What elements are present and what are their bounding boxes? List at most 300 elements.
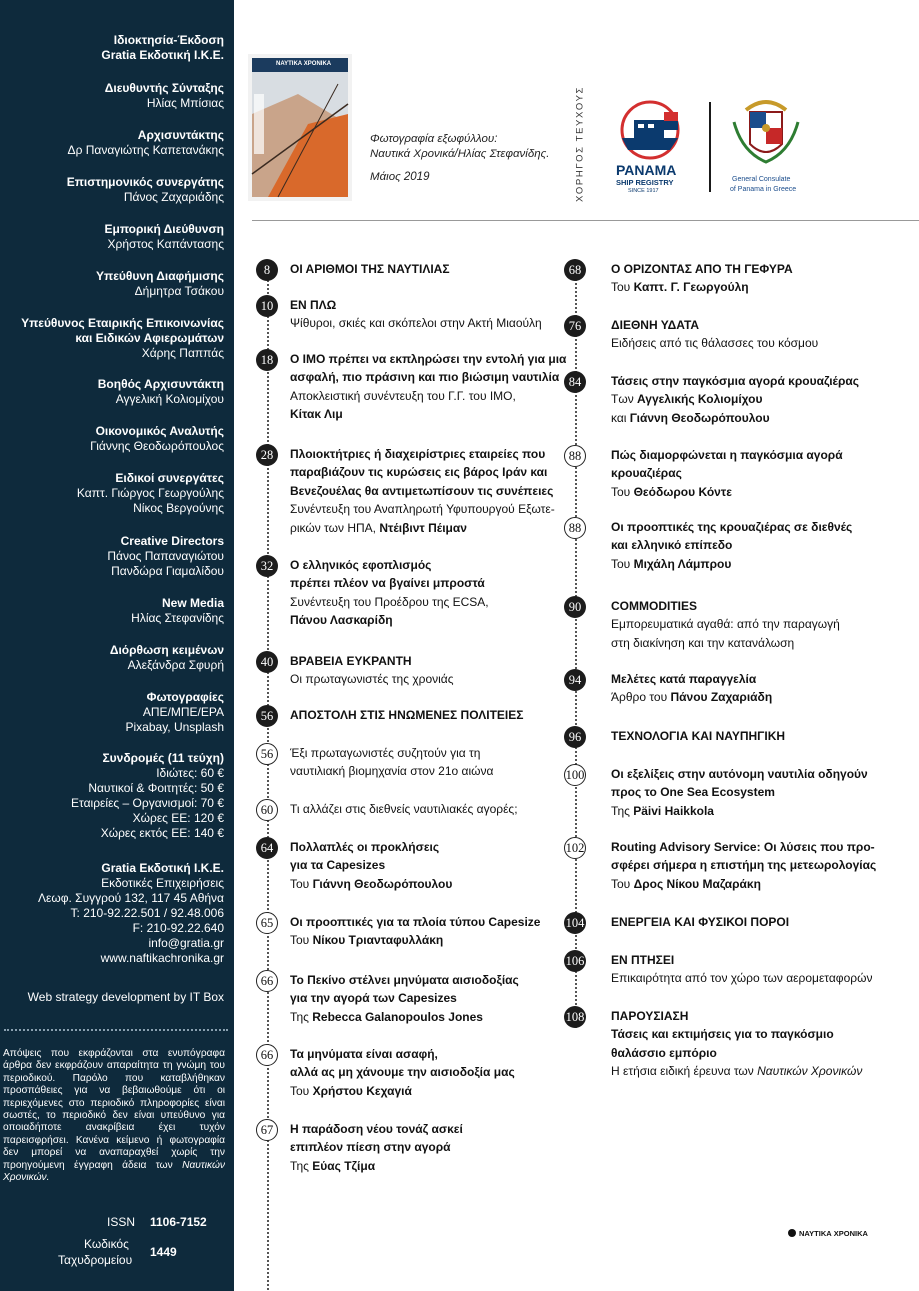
toc-line-text: Των — [611, 392, 638, 407]
toc-entry-heading — [290, 971, 519, 989]
toc-entry[interactable] — [290, 706, 523, 724]
toc-entry-subline — [290, 1157, 463, 1175]
panama-sub: SHIP REGISTRY — [616, 178, 674, 187]
credit-title: Συνδρομές (11 τεύχη) — [102, 751, 224, 765]
page-number-badge: 100 — [564, 764, 586, 786]
toc-entry-heading — [611, 464, 843, 482]
page-number-badge: 90 — [564, 596, 586, 618]
toc-author: Θεόδωρου Κόντε — [633, 484, 732, 499]
page-number-badge: 40 — [256, 651, 278, 673]
credit-line: Ηλίας Στεφανίδης — [131, 611, 224, 625]
toc-line-text: για την αγορά των Capesizes — [290, 991, 457, 1006]
toc-line-text: Του — [611, 876, 634, 891]
page-number-badge: 68 — [564, 259, 586, 281]
toc-entry-subline — [290, 931, 540, 949]
toc-line-text: προς το One Sea Ecosystem — [611, 785, 775, 800]
toc-entry-heading — [611, 597, 840, 615]
toc-line-text: κρουαζιέρας — [611, 466, 682, 481]
credit-line: Πάνος Ζαχαριάδης — [123, 190, 224, 204]
sidebar-divider — [4, 1029, 228, 1031]
toc-entry-heading — [290, 989, 519, 1007]
page-number-badge: 88 — [564, 517, 586, 539]
toc-entry[interactable] — [611, 838, 876, 893]
credit-block — [90, 424, 224, 454]
toc-entry-heading — [290, 350, 566, 368]
toc-entry-heading — [290, 368, 566, 386]
masthead-sidebar — [0, 0, 234, 1291]
toc-line-text: στη διακίνηση και την κατανάλωση — [611, 635, 795, 650]
toc-entry-heading — [290, 463, 555, 481]
page-number-badge: 66 — [256, 970, 278, 992]
toc-line-text: Του — [290, 876, 313, 891]
credit-title: Ιδιοκτησία-Έκδοση — [113, 33, 224, 47]
toc-line-text: Άρθρο του — [611, 690, 671, 705]
credit-title: Οικονομικός Αναλυτής — [95, 424, 224, 438]
credit-line: Χώρες εκτός ΕΕ: 140 € — [100, 826, 224, 840]
toc-entry-heading — [290, 838, 452, 856]
toc-entry-heading — [611, 260, 793, 278]
toc-entry-subline — [290, 314, 542, 332]
credit-line: Αγγελική Κολιομίχου — [115, 392, 224, 406]
toc-entry-subline — [611, 334, 818, 352]
toc-author: Päivi Haikkola — [633, 803, 714, 818]
toc-entry-heading — [290, 652, 454, 670]
page-number-badge: 106 — [564, 950, 586, 972]
cover-image — [248, 54, 352, 201]
page-number-badge: 8 — [256, 259, 278, 281]
toc-line-text: ναυτιλιακή βιομηχανία στον 21ο αιώνα — [290, 764, 494, 779]
toc-entry-heading — [611, 316, 818, 334]
toc-entry-heading — [611, 838, 876, 856]
credit-line: www.naftikachronika.gr — [100, 951, 224, 965]
credit-title: New Media — [161, 596, 224, 610]
footer-brand-icon — [788, 1229, 796, 1237]
toc-entry-heading — [611, 446, 843, 464]
toc-entry-heading — [611, 856, 876, 874]
credit-block — [77, 471, 224, 516]
credit-block — [104, 222, 224, 252]
toc-author: Γιάννη Θεοδωρόπουλου — [312, 876, 453, 891]
sponsor-label — [566, 86, 594, 202]
toc-author: Δρος Νίκου Μαζαράκη — [633, 876, 761, 891]
toc-author: Εύας Τζίμα — [312, 1158, 376, 1173]
toc-entry-heading — [290, 556, 489, 574]
toc-line-text: Συνέντευξη του Προέδρου της ECSA, — [290, 594, 489, 609]
toc-entry-subline — [611, 278, 793, 296]
toc-entry[interactable] — [611, 913, 789, 931]
toc-line-text: ΒΡΑΒΕΙΑ ΕΥΚΡΑΝΤΗ — [290, 654, 412, 668]
credit-title: Gratia Εκδοτική Ι.Κ.Ε. — [101, 861, 224, 875]
page-number-badge: 18 — [256, 349, 278, 371]
toc-line-text: Τα μηνύματα είναι ασαφή, — [290, 1047, 438, 1061]
toc-line-text: Βενεζουέλας θα αντιμετωπίσουν τις συνέπειες — [290, 483, 554, 498]
toc-entry-heading — [611, 1025, 862, 1043]
toc-line-text: Οι εξελίξεις στην αυτόνομη ναυτιλία οδηγούν — [611, 767, 868, 781]
caption-line-1: Φωτογραφία εξωφύλλου: — [370, 133, 498, 145]
toc-entry-subline — [290, 387, 566, 405]
toc-entry-heading — [611, 372, 859, 390]
toc-entry[interactable] — [290, 296, 542, 333]
credit-title: Φωτογραφίες — [146, 690, 224, 704]
sponsor-label-text: ΧΟΡΗΓΟΣ ΤΕΥΧΟΥΣ — [574, 86, 586, 202]
toc-author: Ντέιβιντ Πέιμαν — [379, 520, 467, 535]
toc-entry[interactable] — [290, 445, 555, 537]
toc-entry-heading — [290, 445, 555, 463]
toc-entry[interactable] — [290, 652, 454, 689]
credit-line: Αλεξάνδρα Σφυρή — [127, 658, 224, 672]
page-number-badge: 56 — [256, 705, 278, 727]
toc-line-text: ΠΑΡΟΥΣΙΑΣΗ — [611, 1009, 689, 1023]
credit-title: Εμπορική Διεύθυνση — [104, 222, 224, 236]
credit-title: Βοηθός Αρχισυντάκτη — [97, 377, 224, 391]
credit-title: Creative Directors — [120, 534, 224, 548]
toc-entry[interactable] — [611, 316, 818, 353]
toc-line-text: ΔΙΕΘΝΗ ΥΔΑΤΑ — [611, 318, 700, 332]
toc-line-text: Του — [611, 484, 634, 499]
page-number-badge: 96 — [564, 726, 586, 748]
cover-caption — [370, 132, 549, 185]
toc-line-text: πρέπει πλέον να βγαίνει μπροστά — [290, 576, 485, 591]
issn-label: ISSN — [107, 1215, 136, 1229]
toc-entry[interactable] — [611, 951, 872, 988]
toc-entry-subline — [290, 762, 493, 780]
page-number-badge: 102 — [564, 837, 586, 859]
credit-block — [101, 33, 224, 63]
toc-line-text: για τα Capesizes — [290, 858, 386, 873]
toc-entry[interactable] — [290, 744, 493, 781]
toc-line-text: επιπλέον πίεση στην αγορά — [290, 1140, 451, 1155]
toc-line-text: Η ετήσια ειδική έρευνα των — [611, 1064, 758, 1079]
toc-line-text: Συνέντευξη του Αναπληρωτή Υφυπουργού Εξωτε- — [290, 502, 555, 517]
credit-line: Εταιρείες – Οργανισμοί: 70 € — [71, 796, 224, 810]
toc-entry[interactable] — [611, 518, 852, 573]
page-number-badge: 10 — [256, 295, 278, 317]
credit-block — [126, 690, 225, 735]
toc-entry[interactable] — [290, 971, 519, 1026]
toc-line-text: Τι αλλάζει στις διεθνείς ναυτιλιακές αγορές; — [290, 802, 518, 816]
toc-line-text: αλλά ας μη χάνουμε την αισιοδοξία μας — [290, 1065, 515, 1080]
toc-line-text: Πώς διαμορφώνεται η παγκόσμια αγορά — [611, 448, 843, 462]
page-number-badge: 66 — [256, 1044, 278, 1066]
issn-value: 1106-7152 — [150, 1215, 207, 1229]
toc-author: Πάνου Ζαχαριάδη — [670, 690, 773, 705]
toc-entry-heading — [290, 260, 450, 278]
credit-line: Νίκος Βεργούνης — [133, 501, 224, 515]
toc-entry-heading — [290, 706, 523, 724]
credit-block — [107, 534, 224, 579]
toc-line-text: θαλάσσιο εμπόριο — [611, 1045, 717, 1060]
toc-entry-heading — [290, 1063, 515, 1081]
credit-line: Χάρης Παππάς — [141, 346, 224, 360]
toc-entry-subline — [611, 615, 840, 633]
toc-entry[interactable] — [611, 727, 785, 745]
disclaimer — [3, 1048, 225, 1184]
disclaimer-text: Απόψεις που εκφράζονται στα ενυπόγραφα άρθρα δεν εκφράζουν απαραίτητα τη γνώμη του περιοδικού. Παρόλο που καταβλήθηκαν προσπάθειες για να βεβαιωθούμε ότι οι περιεχόμενες στο περιοδικό πληροφορίες είναι σωστές, το περιοδικό δεν είναι υπεύθυνο για οποιαδήποτε ανακρίβεια έχει τυχόν παρεισφρήσει. Κανένα κείμενο ή φωτογραφία δεν μπορεί να αναπαραχθεί χωρίς την προηγούμενη έγγραφη άδεια των — [3, 1048, 225, 1171]
toc-italic-tail: Ναυτικών Χρονικών — [757, 1064, 863, 1079]
toc-entry-subline — [290, 1082, 515, 1100]
footer-brand — [788, 1229, 868, 1238]
toc-line-text: και — [611, 410, 630, 425]
toc-entry[interactable] — [290, 556, 489, 630]
toc-author: Καπτ. Γ. Γεωργούλη — [633, 280, 749, 295]
toc-entry[interactable] — [611, 372, 859, 427]
credit-line: Χώρες ΕΕ: 120 € — [132, 811, 224, 825]
credit-block — [38, 861, 224, 966]
postal-label-2: Ταχυδρομείου — [58, 1253, 133, 1267]
page-number-badge: 88 — [564, 445, 586, 467]
toc-entry-subline — [290, 593, 489, 611]
toc-line-text: ΕΝΕΡΓΕΙΑ ΚΑΙ ΦΥΣΙΚΟΙ ΠΟΡΟΙ — [611, 915, 790, 929]
toc-author: Rebecca Galanopoulos Jones — [312, 1009, 483, 1024]
credit-line: ΑΠΕ/ΜΠΕ/EPA — [142, 705, 224, 719]
toc-entry[interactable] — [290, 913, 540, 950]
caption-line-2: Ναυτικά Χρονικά/Ηλίας Στεφανίδης. — [370, 148, 550, 160]
header-rule — [252, 220, 919, 221]
toc-line-text: Πλοιοκτήτριες ή διαχειρίστριες εταιρείες που — [290, 447, 546, 461]
credit-block — [67, 175, 224, 205]
credit-line: Ηλίας Μπίσιας — [146, 96, 224, 110]
toc-entry-subline — [611, 409, 859, 427]
page-number-badge: 65 — [256, 912, 278, 934]
toc-entry[interactable] — [611, 670, 772, 707]
toc-entry-heading — [611, 765, 868, 783]
credit-title: Διόρθωση κειμένων — [109, 643, 224, 657]
toc-entry-heading — [611, 518, 852, 536]
credit-line: Γιάννης Θεοδωρόπουλος — [90, 439, 224, 453]
panama-coat-of-arms-icon — [724, 92, 808, 172]
toc-line-text: σφέρει σήμερα η επιστήμη της μετεωρολογίας — [611, 858, 877, 873]
credit-title: Επιστημονικός συνεργάτης — [66, 175, 224, 189]
toc-line-text: ΤΕΧΝΟΛΟΓΙΑ ΚΑΙ ΝΑΥΠΗΓΙΚΗ — [611, 729, 786, 743]
credit-line: Ιδιώτες: 60 € — [156, 766, 224, 780]
toc-author: Μιχάλη Λάμπρου — [633, 556, 732, 571]
toc-line-text: Πολλαπλές οι προκλήσεις — [290, 840, 440, 854]
credit-line: Gratia Εκδοτική Ι.Κ.Ε. — [101, 48, 224, 62]
web-strategy-credit — [28, 988, 224, 1006]
toc-entry[interactable] — [611, 597, 840, 652]
toc-entry-subline — [611, 390, 859, 408]
panama-since: SINCE 1917 — [628, 188, 659, 194]
page-number-badge: 108 — [564, 1006, 586, 1028]
logo-divider — [709, 102, 711, 192]
page-number-badge: 104 — [564, 912, 586, 934]
toc-entry[interactable] — [611, 446, 843, 501]
toc-line-text: Ο ΙΜΟ πρέπει να εκπληρώσει την εντολή για μια — [290, 352, 567, 366]
toc-line-text: ασφαλή, πιο πράσινη και πιο βιώσιμη ναυτιλία — [290, 370, 560, 385]
toc-entry-subline — [611, 802, 868, 820]
credit-line: Λεωφ. Συγγρού 132, 117 45 Αθήνα — [37, 891, 224, 905]
credit-line: Καπτ. Γιώργος Γεωργούλης — [76, 486, 224, 500]
toc-entry-subline — [611, 555, 852, 573]
page-number-badge: 94 — [564, 669, 586, 691]
toc-entry-heading — [611, 1007, 862, 1025]
page-number-badge: 64 — [256, 837, 278, 859]
toc-entry[interactable] — [611, 1007, 862, 1081]
toc-line-text: Ο ΟΡΙΖΟΝΤΑΣ ΑΠΟ ΤΗ ΓΕΦΥΡΑ — [611, 262, 793, 276]
toc-entry-heading — [611, 670, 772, 688]
toc-entry-subline — [290, 670, 454, 688]
toc-line-text: ΑΠΟΣΤΟΛΗ ΣΤΙΣ ΗΝΩΜΕΝΕΣ ΠΟΛΙΤΕΙΕΣ — [290, 708, 524, 722]
toc-line-text: Αποκλειστική συνέντευξη του Γ.Γ. του ΙΜΟ, — [290, 388, 516, 403]
toc-entry-heading — [290, 1045, 515, 1063]
toc-line-text: Ο ελληνικός εφοπλισμός — [290, 558, 432, 572]
toc-entry[interactable] — [290, 800, 518, 818]
postal-label-1: Κωδικός — [84, 1237, 129, 1251]
toc-line-text: και ελληνικό επίπεδο — [611, 538, 733, 553]
toc-entry-heading — [290, 1138, 463, 1156]
web-strategy-text: Web strategy development by IT Box — [27, 990, 224, 1004]
toc-line-text: Έξι πρωταγωνιστές συζητούν για τη — [290, 746, 481, 760]
credit-title: Διευθυντής Σύνταξης — [104, 81, 224, 95]
toc-entry[interactable] — [290, 260, 450, 278]
toc-line-text: Του — [611, 280, 634, 295]
toc-line-text: Μελέτες κατά παραγγελία — [611, 672, 757, 686]
footer-brand-text: ΝΑΥΤΙΚΑ ΧΡΟΝΙΚΑ — [799, 1229, 868, 1238]
disclaimer-italic: Ναυτικών Χρονικών. — [3, 1159, 225, 1184]
credit-block — [96, 269, 224, 299]
toc-author: Αγγελικής Κολιομίχου — [637, 392, 763, 407]
toc-line-text: Ειδήσεις από τις θάλασσες του κόσμου — [611, 336, 819, 351]
toc-entry-heading — [611, 536, 852, 554]
toc-entry-heading — [611, 913, 789, 931]
toc-entry-subline — [290, 500, 555, 518]
credit-line: Εκδοτικές Επιχειρήσεις — [101, 876, 224, 890]
toc-line-text: Της — [611, 803, 634, 818]
toc-author: Γιάννη Θεοδωρόπουλου — [629, 410, 770, 425]
postal-code-value: 1449 — [150, 1245, 177, 1259]
toc-entry-heading — [290, 405, 566, 423]
toc-line-text: Τάσεις και εκτιμήσεις για το παγκόσμιο — [611, 1027, 834, 1042]
toc-line-text: Της — [290, 1009, 313, 1024]
toc-entry-heading — [290, 1120, 463, 1138]
toc-entry-subline — [290, 875, 452, 893]
credit-line: Χρήστος Καπάντασης — [107, 237, 224, 251]
toc-line-text: παραβιάζουν τις κυρώσεις εις βάρος Ιράν και — [290, 465, 548, 480]
page-number-badge: 67 — [256, 1119, 278, 1141]
page-number-badge: 60 — [256, 799, 278, 821]
credit-block — [21, 316, 224, 361]
toc-entry-heading — [290, 574, 489, 592]
toc-line-text: ΕΝ ΠΛΩ — [290, 298, 337, 312]
cover-mag-name: ΝΑΥΤΙΚΑ ΧΡΟΝΙΚΑ — [276, 61, 332, 67]
cover-thumbnail — [248, 54, 352, 201]
toc-entry-heading — [290, 913, 540, 931]
toc-line-text: Επικαιρότητα από τον χώρο των αερομεταφορών — [611, 971, 873, 986]
consulate-logo — [724, 92, 808, 196]
page-number-badge: 28 — [256, 444, 278, 466]
toc-line-text: Της — [290, 1158, 313, 1173]
credit-block — [110, 643, 224, 673]
toc-line-text: Κίτακ Λιμ — [290, 407, 343, 422]
toc-entry-heading — [611, 727, 785, 745]
toc-entry-heading — [611, 951, 872, 969]
toc-entry-subline — [611, 634, 840, 652]
credit-block — [68, 128, 224, 158]
toc-line-text: ΕΝ ΠΤΗΣΕΙ — [611, 953, 675, 967]
page-number-badge: 32 — [256, 555, 278, 577]
credit-block — [105, 81, 224, 111]
toc-entry-heading — [290, 611, 489, 629]
toc-author: Χρήστου Κεχαγιά — [312, 1083, 412, 1098]
toc-line-text: Ψίθυροι, σκιές και σκόπελοι στην Ακτή Μιαούλη — [290, 316, 542, 331]
toc-line-text: COMMODITIES — [611, 599, 697, 613]
toc-entry-subline — [290, 744, 493, 762]
toc-entry[interactable] — [290, 838, 452, 893]
toc-line-text: ΟΙ ΑΡΙΘΜΟΙ ΤΗΣ ΝΑΥΤΙΛΙΑΣ — [290, 262, 450, 276]
panama-name: PANAMA — [616, 162, 677, 178]
consulate-line-1: General Consulate — [732, 176, 791, 183]
credit-title: Υπεύθυνη Διαφήμισης — [96, 269, 224, 283]
toc-entry-subline — [611, 875, 876, 893]
toc-line-text: Εμπορευματικά αγαθά: από την παραγωγή — [611, 617, 840, 632]
toc-line-text: Το Πεκίνο στέλνει μηνύματα αισιοδοξίας — [290, 973, 519, 987]
toc-entry[interactable] — [290, 1045, 515, 1100]
caption-date: Μάιος 2019 — [370, 171, 430, 183]
page-number-badge: 56 — [256, 743, 278, 765]
toc-entry-heading — [290, 296, 542, 314]
toc-entry-subline — [611, 483, 843, 501]
toc-line-text: Routing Advisory Service: Οι λύσεις που προ- — [611, 840, 875, 854]
credit-line: T: 210-92.22.501 / 92.48.006 — [70, 906, 224, 920]
toc-entry-subline — [290, 1008, 519, 1026]
toc-entry-heading — [611, 783, 868, 801]
toc-entry-heading — [290, 856, 452, 874]
credit-line: Ναυτικοί & Φοιτητές: 50 € — [88, 781, 224, 795]
credit-line: info@gratia.gr — [148, 936, 224, 950]
toc-entry-heading — [611, 1044, 862, 1062]
page-number-badge: 84 — [564, 371, 586, 393]
consulate-line-2: of Panama in Greece — [730, 186, 797, 193]
credit-block — [98, 377, 224, 407]
toc-entry[interactable] — [290, 350, 566, 424]
toc-entry-heading — [290, 482, 555, 500]
credit-block — [71, 751, 224, 841]
toc-line-text: ρικών των ΗΠΑ, — [290, 520, 380, 535]
toc-author: Νίκου Τριανταφυλλάκη — [312, 933, 444, 948]
panama-ship-registry-logo — [604, 98, 714, 198]
credit-title: Υπεύθυνος Εταιρικής Επικοινωνίας — [21, 316, 224, 330]
toc-entry[interactable] — [611, 260, 793, 297]
toc-line-text: Πάνου Λασκαρίδη — [290, 613, 393, 628]
toc-entry-subline — [611, 688, 772, 706]
credit-line: Πάνος Παπαναγιώτου — [107, 549, 224, 563]
toc-line-text: Του — [611, 556, 634, 571]
toc-line-text: Του — [290, 933, 313, 948]
credit-line: F: 210-92.22.640 — [132, 921, 224, 935]
credit-line: Πανδώρα Γιαμαλίδου — [111, 564, 224, 578]
toc-line-text: Του — [290, 1083, 313, 1098]
credit-block — [131, 596, 224, 626]
toc-entry[interactable] — [611, 765, 868, 820]
credit-line: Pixabay, Unsplash — [125, 720, 224, 734]
toc-entry-subline — [611, 969, 872, 987]
toc-entry[interactable] — [290, 1120, 463, 1175]
credit-line: Δήμητρα Τσάκου — [134, 284, 224, 298]
toc-line-text: Τάσεις στην παγκόσμια αγορά κρουαζιέρας — [611, 374, 860, 388]
credit-title: Ειδικοί συνεργάτες — [115, 471, 224, 485]
toc-line-text: Η παράδοση νέου τονάζ ασκεί — [290, 1122, 463, 1136]
toc-entry-subline — [611, 1062, 862, 1080]
credit-line: Δρ Παναγιώτης Καπετανάκης — [67, 143, 224, 157]
toc-line-text: Οι προοπτικές της κρουαζιέρας σε διεθνές — [611, 520, 853, 534]
toc-line-text: Οι πρωταγωνιστές της χρονιάς — [290, 672, 454, 687]
credit-title-continued: και Ειδικών Αφιερωμάτων — [75, 331, 224, 345]
toc-line-text: Οι προοπτικές για τα πλοία τύπου Capesize — [290, 915, 541, 929]
toc-entry-subline — [290, 800, 518, 818]
credit-title: Αρχισυντάκτης — [137, 128, 224, 142]
toc-entry-subline — [290, 519, 555, 537]
page-number-badge: 76 — [564, 315, 586, 337]
